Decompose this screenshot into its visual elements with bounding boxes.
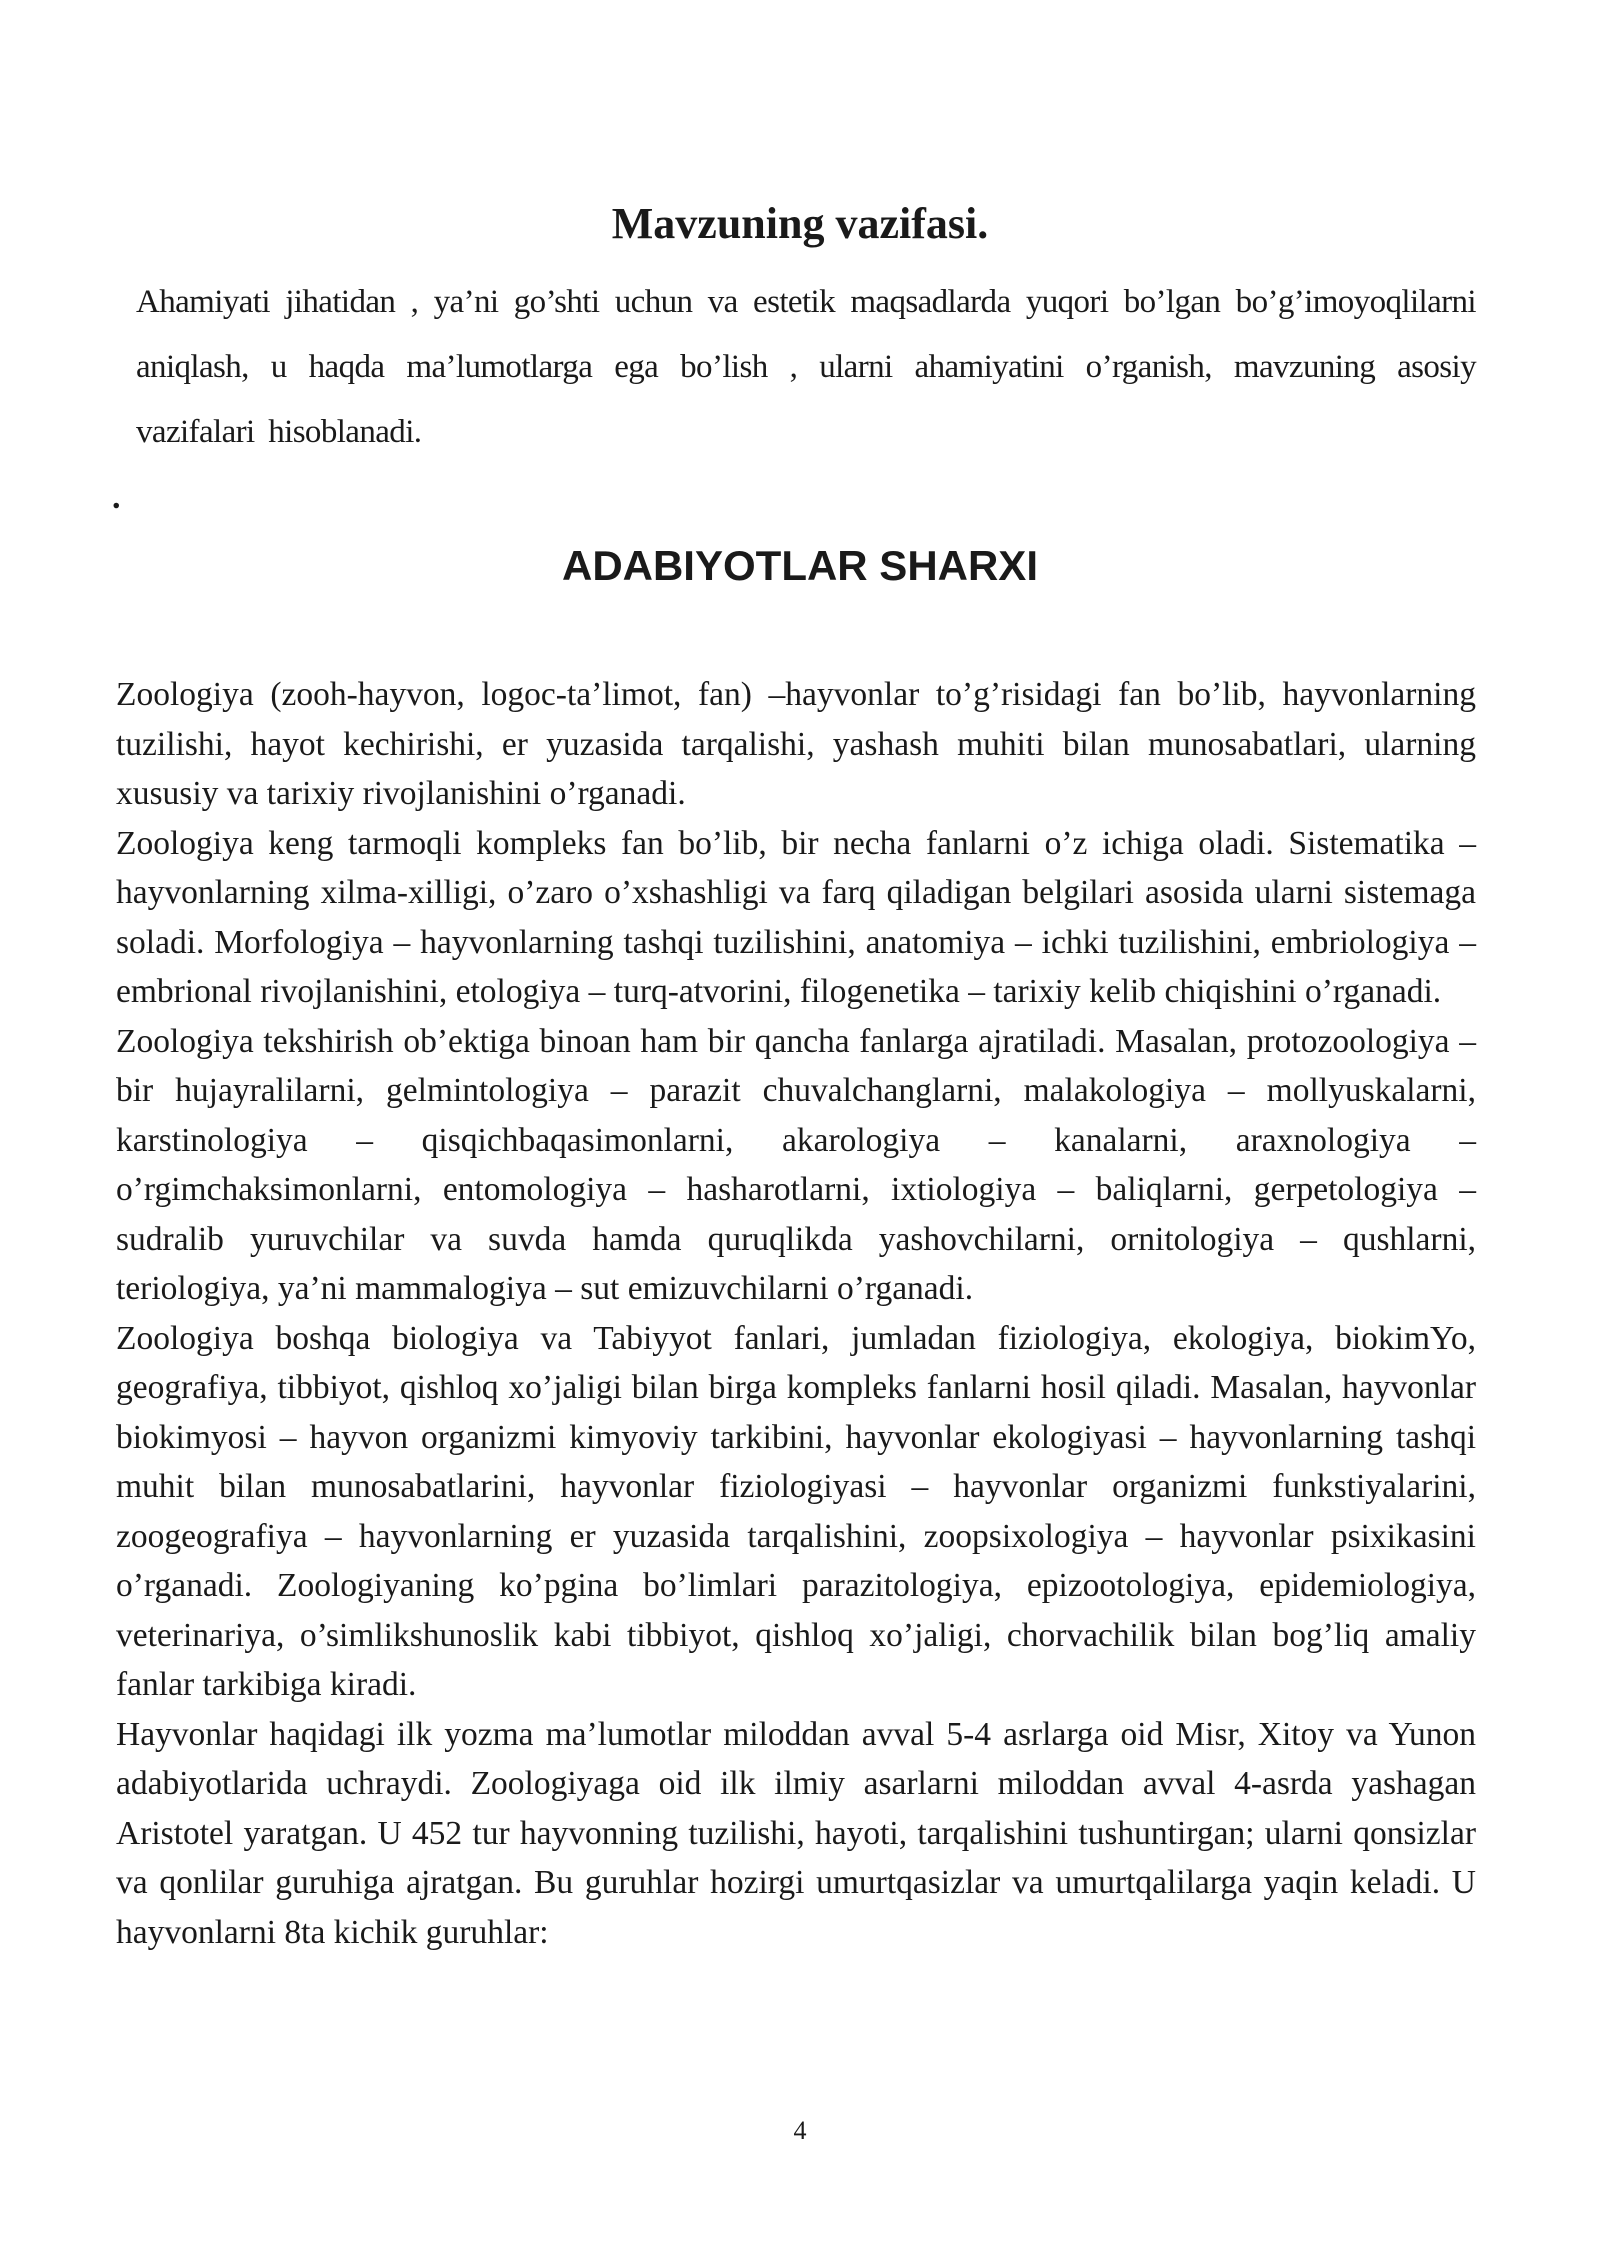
paragraph: Zoologiya keng tarmoqli kompleks fan bo’lib, bir necha fanlarni o’z ichiga oladi. Sistematika – hayvonlarning xilma-xilligi, o’zaro o’xshashligi va farq qiladigan belgilari asosida ularni sistemaga soladi. Morfologiya – hayvonlarning tashqi tuzilishini, anatomiya – ichki tuzilishini, embriologiya – embrional rivojlanishini, etologiya – turq-atvorini, filogenetika – tarixiy kelib chiqishini o’rganadi. [116, 824, 1476, 1010]
paragraph: Zoologiya (zooh-hayvon, logoc-ta’limot, fan) –hayvonlar to’g’risidagi fan bo’lib, hayvonlarning tuzilishi, hayot kechirishi, er yuzasida tarqalishi, yashash muhiti bilan munosabatlari, ularning xususiy va tarixiy rivojlanishini o’rganadi. [116, 676, 1476, 812]
body-text [116, 670, 1476, 1957]
page-number: 4 [793, 2116, 807, 2145]
intro-paragraph: Ahamiyati jihatidan , ya’ni go’shti uchun va estetik maqsadlarda yuqori bo’lgan bo’g’imoyoqlilarni aniqlash, u haqda ma’lumotlarga ega bo’lish , ularni ahamiyatini o’rganish, mavzuning asosiy vazifalari hisoblanadi. [136, 284, 1476, 450]
paragraph: Zoologiya tekshirish ob’ektiga binoan ham bir qancha fanlarga ajratiladi. Masalan, protozoologiya – bir hujayralilarni, gelmintologiya – parazit chuvalchanglarni, malakologiya – mollyuskalarni, karstinologiya – qisqichbaqasimonlarni, akarologiya – kanalarni, araxnologiya – o’rgimchaksimonlarni, entomologiya – hasharotlarni, ixtiologiya – baliqlarni, gerpetologiya – sudralib yuruvchilar va suvda hamda quruqlikda yashovchilarni, ornitologiya – qushlarni, teriologiya, ya’ni mammalogiya – sut emizuvchilarni o’rganadi. [116, 1022, 1476, 1307]
section-title: ADABIYOTLAR SHARXI [561, 542, 1038, 589]
paragraph: Hayvonlar haqidagi ilk yozma ma’lumotlar miloddan avval 5-4 asrlarga oid Misr, Xitoy va Yunon adabiyotlarida uchraydi. Zoologiyaga oid ilk ilmiy asarlarni miloddan avval 4-asrda yashagan Aristotel yaratgan. U 452 tur hayvonning tuzilishi, hayoti, tarqalishini tushuntirgan; ularni qonsizlar va qonlilar guruhiga ajratgan. Bu guruhlar hozirgi umurtqasizlar va umurtqalilarga yaqin keladi. U hayvonlarni 8ta kichik guruhlar: [116, 1715, 1476, 1951]
bullet-dot: . [112, 479, 121, 516]
paragraph: Zoologiya boshqa biologiya va Tabiyyot fanlari, jumladan fiziologiya, ekologiya, biokimYo, geografiya, tibbiyot, qishloq xo’jaligi bilan birga kompleks fanlarni hosil qiladi. Masalan, hayvonlar biokimyosi – hayvon organizmi kimyoviy tarkibini, hayvonlar ekologiyasi – hayvonlarning tashqi muhit bilan munosabatlarini, hayvonlar fiziologiyasi – hayvonlar organizmi funkstiyalarini, zoogeografiya – hayvonlarning er yuzasida tarqalishini, zoopsixologiya – hayvonlar psixikasini o’rganadi. Zoologiyaning ko’pgina bo’limlari parazitologiya, epizootologiya, epidemiologiya, veterinariya, o’simlikshunoslik kabi tibbiyot, qishloq xo’jaligi, chorvachilik bilan bog’liq amaliy fanlar tarkibiga kiradi. [116, 1319, 1476, 1703]
heading-title: Mavzuning vazifasi. [611, 199, 989, 248]
